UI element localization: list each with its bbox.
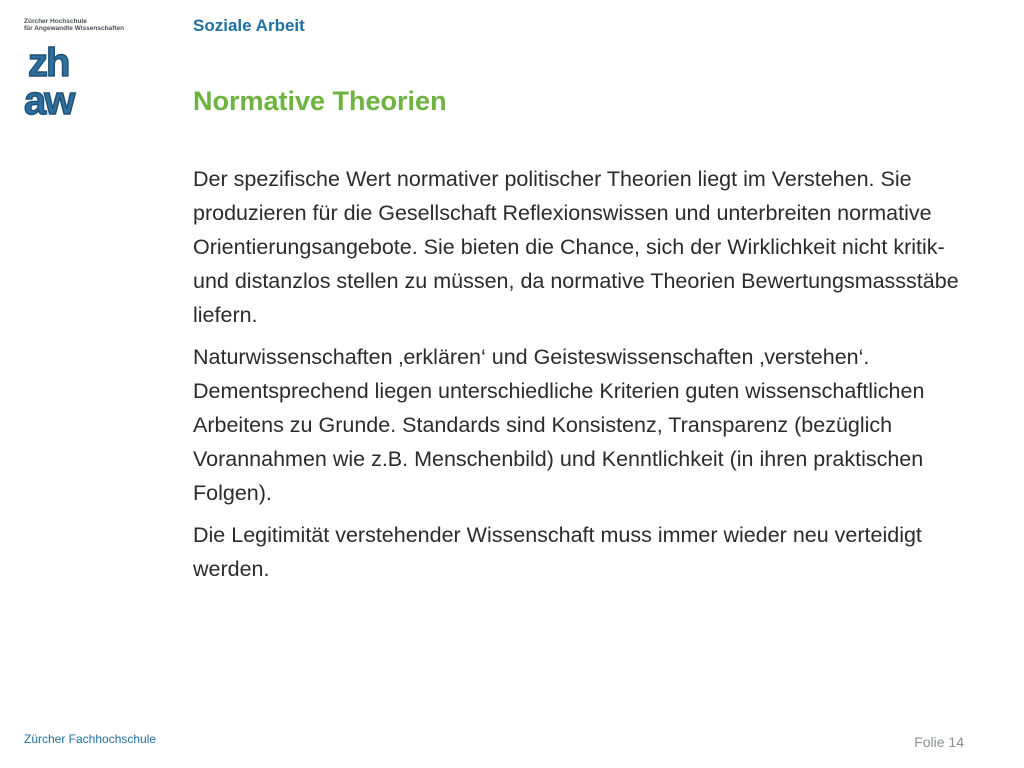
logo-text-bottom: aw (24, 79, 74, 120)
logo-text-top: zh (28, 41, 69, 85)
slide-title: Normative Theorien (193, 86, 447, 116)
body-paragraph: Naturwissenschaften ‚erklären‘ und Geisteswissenschaften ‚verstehen‘. Dementsprechend liegen unterschiedliche Kriterien guten wissenschaftlichen Arbeitens zu Grunde. Standards sind Konsistenz, Transparenz (bezüglich Vorannahmen wie z.B. Menschenbild) und Kenntlichkeit (in ihren praktischen Folgen). (193, 345, 925, 505)
body-paragraph: Die Legitimität verstehender Wissenschaft muss immer wieder neu verteidigt werden. (193, 523, 922, 581)
logo-caption-line1: Zürcher Hochschule (24, 18, 87, 25)
footer-institution: Zürcher Fachhochschule (24, 732, 157, 746)
department-label: Soziale Arbeit (193, 16, 305, 35)
slide-number: Folie 14 (914, 734, 964, 750)
zhaw-logo (24, 18, 134, 120)
body-paragraph: Der spezifische Wert normativer politischer Theorien liegt im Verstehen. Sie produzieren für die Gesellschaft Reflexionswissen und unterbreiten normative Orientierungsangebote. Sie bieten die Chance, sich der Wirklichkeit nicht kritik- und distanzlos stellen zu müssen, da normative Theorien Bewertungsmassstäbe liefern. (193, 167, 959, 327)
zhaw-logo-mark (24, 40, 104, 120)
slide-body (193, 162, 963, 594)
logo-caption-line2: für Angewandte Wissenschaften (24, 25, 125, 32)
